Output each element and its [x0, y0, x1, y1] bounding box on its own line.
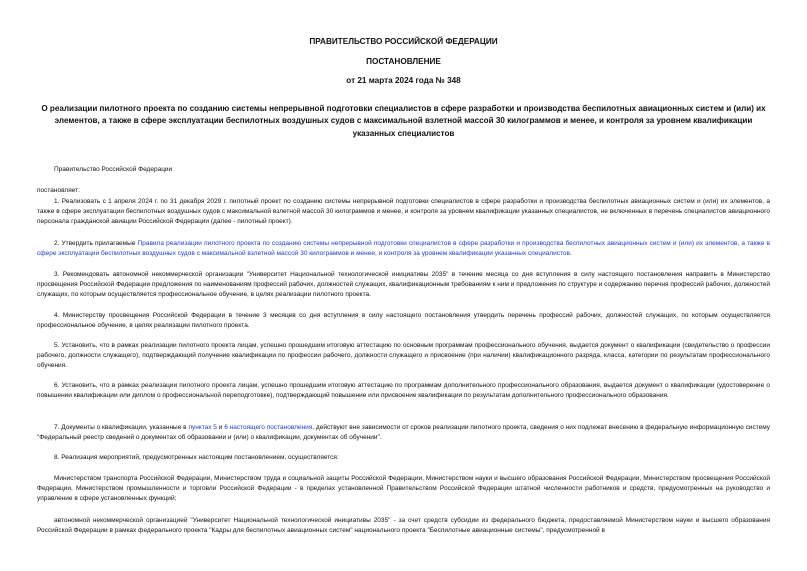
rules-link[interactable]: Правила реализации пилотного проекта по созданию системы непрерывной подготовки специалистов в сфере разработки и производства беспилотных авиационных систем и (или) их элементов, а также в сфере эксплуатации беспилотных воздушных судов с максимальной взлетной массой 30 килограммов и менее, и контроля за уровнем квалификации указанных специалистов [37, 240, 770, 258]
document-date-number: от 21 марта 2024 года № 348 [346, 76, 461, 85]
item-7-rest: , действуют вне зависимости от сроков реализации пилотного проекта, сведения о них подлежат внесению в федеральную информационную систему "Федеральный реестр сведений о документах об образовании и (или) о квалификации, документах об обучении". [37, 424, 771, 442]
item-4: 4. Министерству просвещения Российской Федерации в течение 3 месяцев со дня вступления в силу настоящего постановления утвердить перечень профессий рабочих, должностей служащих, по которым осуществляется профессиональное обучение, в целях реализации пилотного проекта. [37, 312, 770, 330]
item-7-text: 7. Документы о квалификации, указанные в [54, 424, 189, 431]
resolves-line: постановляет: [37, 187, 80, 194]
item-1: 1. Реализовать с 1 апреля 2024 г. по 31 декабря 2029 г. пилотный проект по созданию системы непрерывной подготовки специалистов в сфере разработки и производства беспилотных авиационных систем и (или) их элементов, а также в сфере эксплуатации беспилотных воздушных судов с максимальной взлетной массой 30 килограммов и менее, и контроля за уровнем квалификации указанных специалистов, не включенных в перечень специалистов авиационного персонала гражданской авиации Российской Федерации (далее - пилотный проект). [37, 198, 770, 226]
item-7-and: и [216, 424, 225, 431]
item-6: 6. Установить, что в рамках реализации пилотного проекта лицам, успешно прошедшим итоговую аттестацию по программам дополнительного профессионального образования, выдается документ о квалификации (удостоверение о повышении квалификации или диплом о профессиональной переподготовке), подтверждающий повышение или присвоение квалификации по результатам дополнительного профессионального образования. [37, 382, 770, 400]
item-5: 5. Установить, что в рамках реализации пилотного проекта лицам, успешно прошедшим итоговую аттестацию по основным программам профессионального обучения, выдается документ о квалификации (свидетельство о профессии рабочего, должности служащего), подтверждающий получение квалификации по профессии рабочего, должности служащего и присвоение (при наличии) квалификационного разряда, класса, категории по результатам профессионального обучения. [37, 342, 770, 370]
item-2-text: 2. Утвердить прилагаемые [54, 240, 138, 247]
item-5-link[interactable]: пунктах 5 [188, 424, 217, 431]
item-8: 8. Реализация мероприятий, предусмотренных настоящим постановлением, осуществляется: [54, 454, 339, 461]
item-2-end: . [569, 250, 572, 258]
government-line: Правительство Российской Федерации [54, 166, 173, 173]
government-heading: ПРАВИТЕЛЬСТВО РОССИЙСКОЙ ФЕДЕРАЦИИ [309, 37, 498, 46]
implementers-university: автономной некоммерческой организацией "Университет Национальной технологической инициативы 2035" - за счет средств субсидии из федерального бюджета, предоставляемой Министерством науки и высшего образования Российской Федерации в рамках федерального проекта "Кадры для беспилотных авиационных систем" национального проекта "Беспилотные авиационные системы", предусмотренной в [37, 517, 770, 535]
item-7 [37, 423, 770, 443]
item-2 [37, 239, 770, 259]
document-type: ПОСТАНОВЛЕНИЕ [366, 57, 441, 66]
document-title: О реализации пилотного проекта по созданию системы непрерывной подготовки специалистов в сфере разработки и производства беспилотных авиационных систем и (или) их элементов, а также в сфере эксплуатации беспилотных воздушных судов с максимальной взлетной массой 30 килограммов и менее, и контроля за уровнем квалификации указанных специалистов [41, 104, 766, 138]
item-3: 3. Рекомендовать автономной некоммерческой организации "Университет Национальной технологической инициативы 2035" в течение месяца со дня вступления в силу настоящего постановления направить в Министерство просвещения Российской Федерации предложения по наименованиям профессий рабочих, должностей служащих, квалификационным требованиям к ним и предложения по структуре и содержанию перечня профессий рабочих, должностей служащих, по которым осуществляется профессиональное обучение, в целях реализации пилотного проекта. [37, 271, 770, 299]
implementers-ministries: Министерством транспорта Российской Федерации, Министерством труда и социальной защиты Российской Федерации, Министерством науки и высшего образования Российской Федерации, Министерством просвещения Российской Федерации, Министерством промышленности и торговли Российской Федерации - в пределах установленной Правительством Российской Федерации штатной численности работников и средств, предусмотренных на руководство и управление в сфере установленных функций; [37, 475, 770, 503]
item-6-link[interactable]: 6 настоящего постановления [224, 424, 313, 431]
